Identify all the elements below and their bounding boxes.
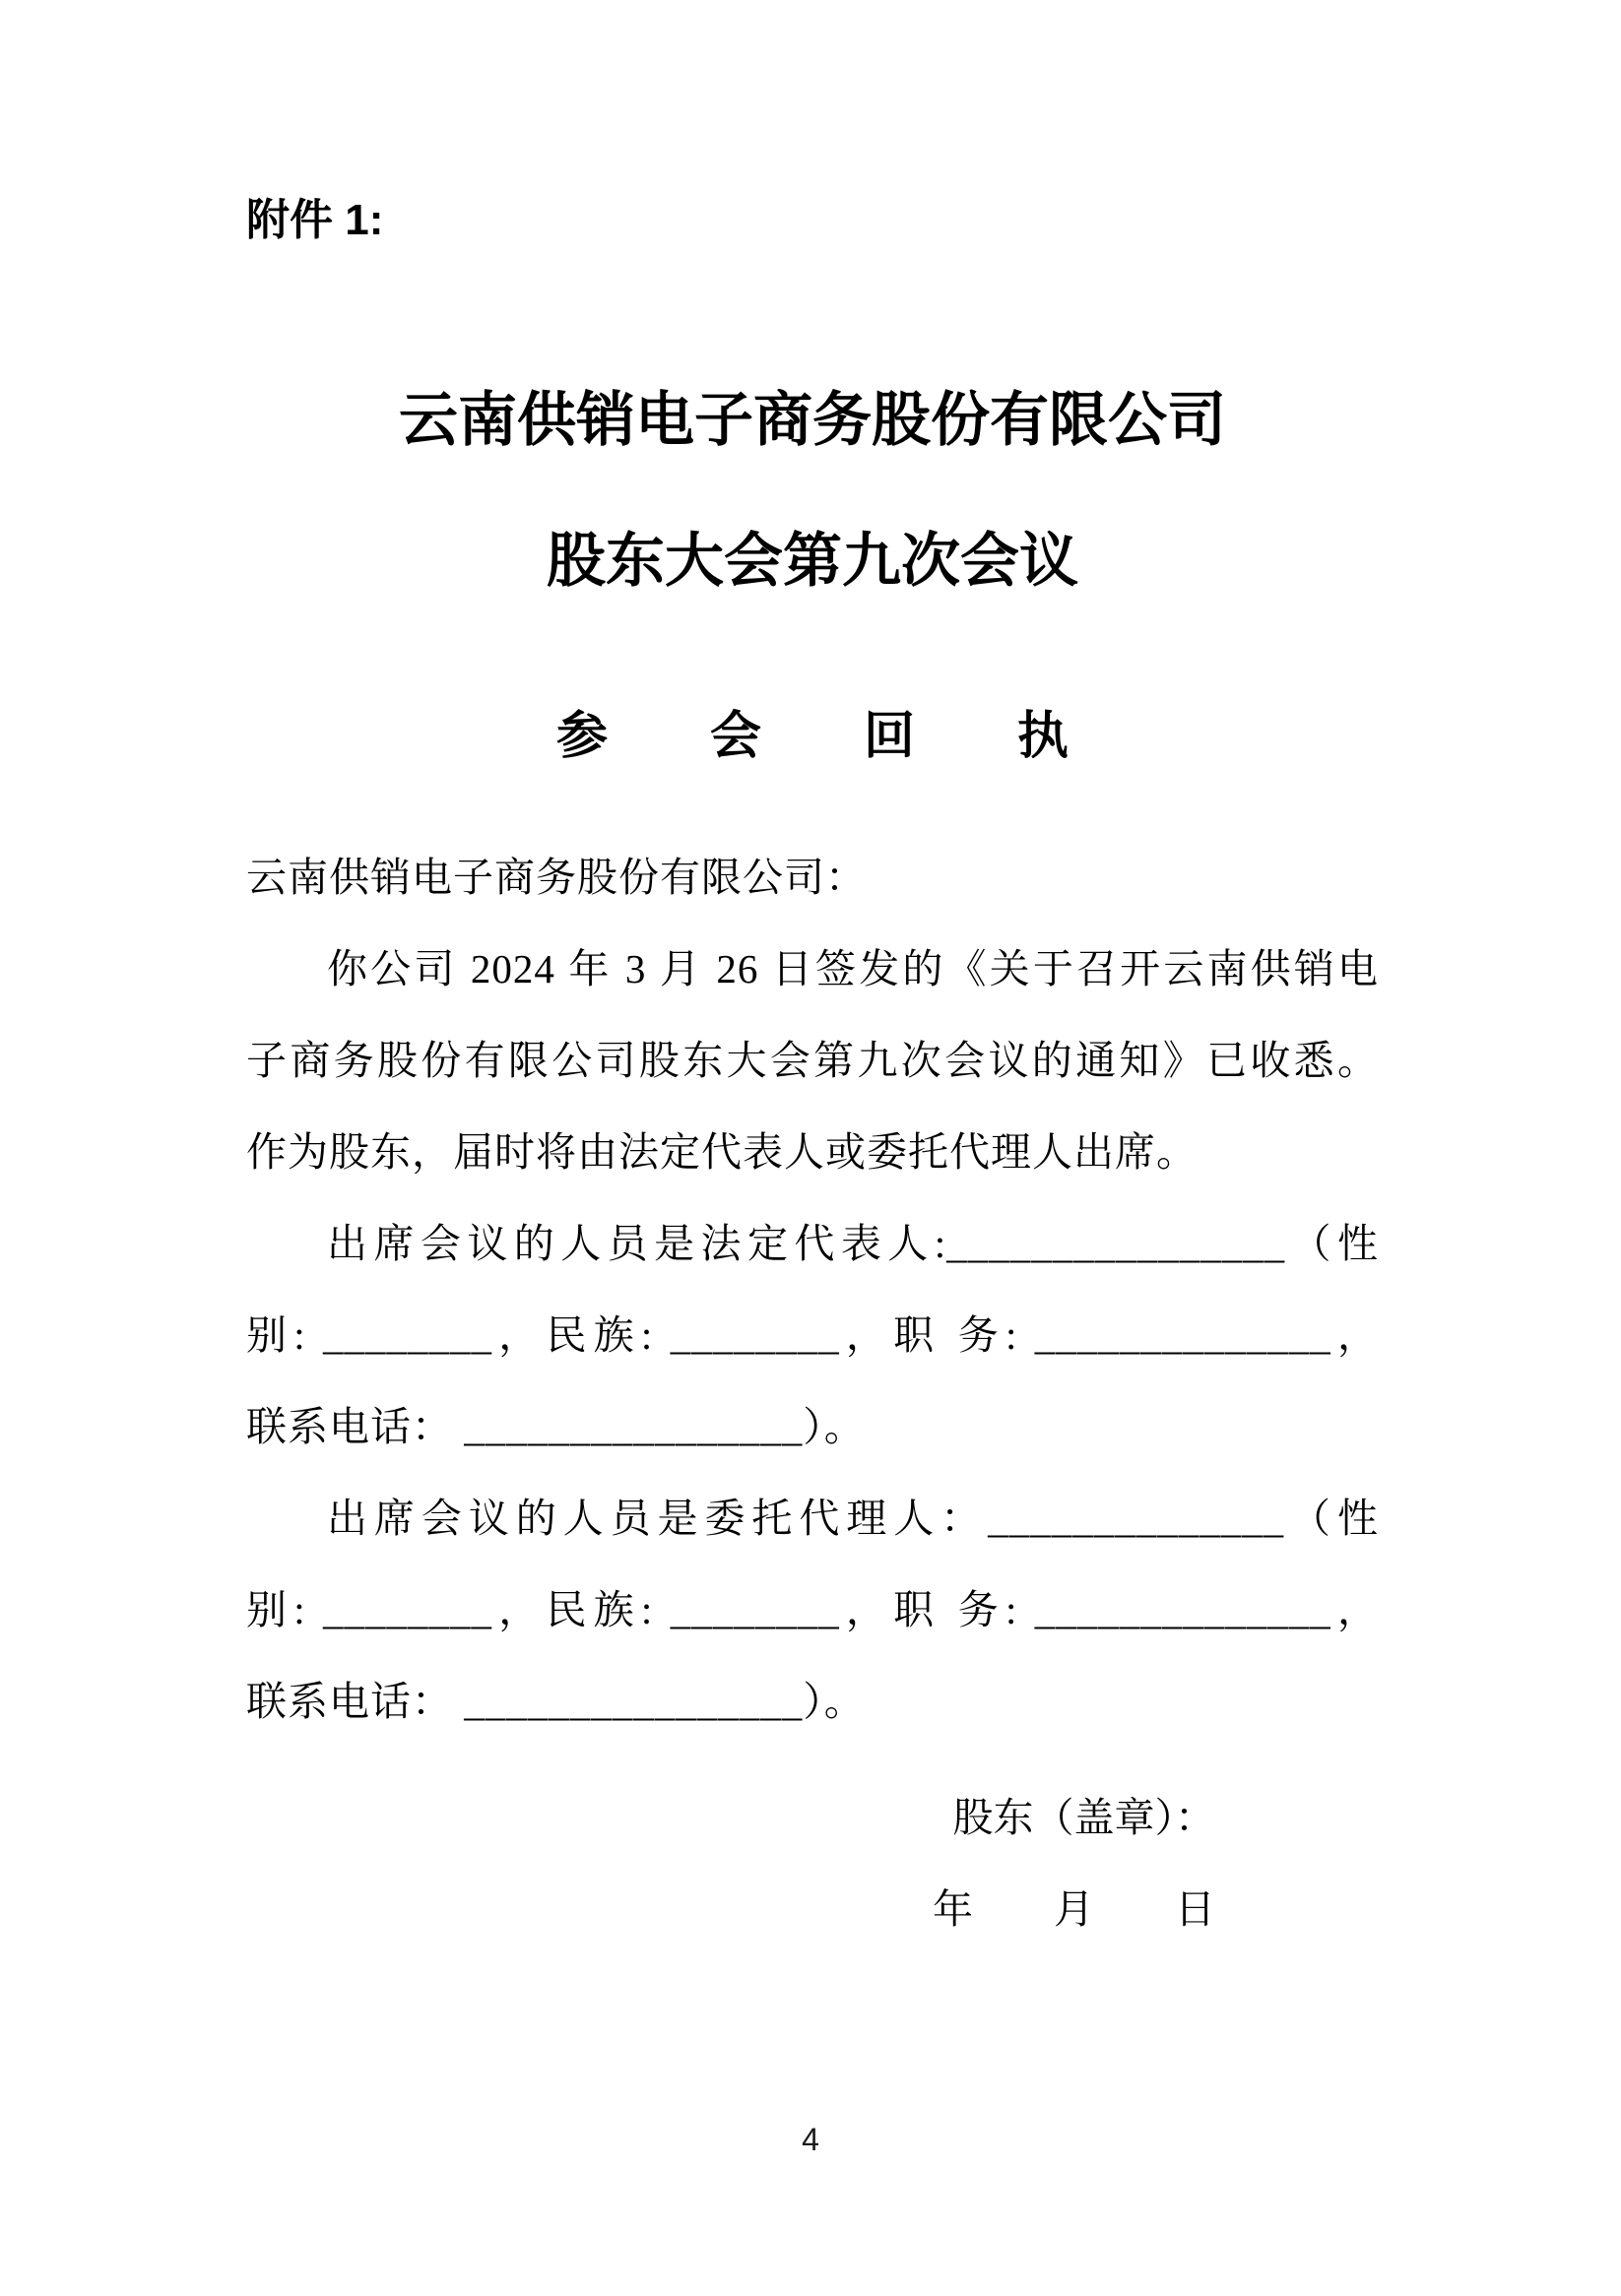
notice-paragraph-line-3: 作为股东，届时将由法定代表人或委托代理人出席。 (246, 1128, 1198, 1175)
document-body (246, 832, 1379, 1748)
proxy-agent-line-2: 别: ________，民族: ________，职 务: ______________， (246, 1586, 1379, 1632)
date-line: 年 月 日 (933, 1885, 1215, 1932)
legal-representative-line-2: 别: ________，民族: ________，职 务: ______________， (246, 1311, 1379, 1358)
signature-block (246, 1772, 1379, 1955)
legal-representative-line-3: 联系电话： ________________）。 (246, 1403, 866, 1449)
attachment-label: 附件 1: (246, 196, 384, 244)
proxy-agent-line-3: 联系电话： ________________）。 (246, 1678, 866, 1724)
notice-paragraph-line-1: 你公司 2024 年 3 月 26 日签发的《关于召开云南供销电 (327, 945, 1379, 991)
document-title-line-2: 股东大会第九次会议 (547, 529, 1078, 595)
shareholder-seal-line: 股东（盖章）： (952, 1794, 1215, 1840)
document-title-line-1: 云南供销电子商务股份有限公司 (399, 388, 1226, 454)
notice-paragraph-line-2: 子商务股份有限公司股东大会第九次会议的通知》已收悉。 (246, 1037, 1379, 1083)
page-number: 4 (802, 2122, 819, 2157)
proxy-agent-line-1: 出席会议的人员是委托代理人：______________（性 (327, 1495, 1379, 1541)
document-subtitle-reply-slip: 参 会 回 执 (555, 709, 1069, 766)
salutation-line: 云南供销电子商务股份有限公司： (246, 854, 867, 900)
legal-representative-line-1: 出席会议的人员是法定代表人:________________（性 (327, 1220, 1379, 1266)
